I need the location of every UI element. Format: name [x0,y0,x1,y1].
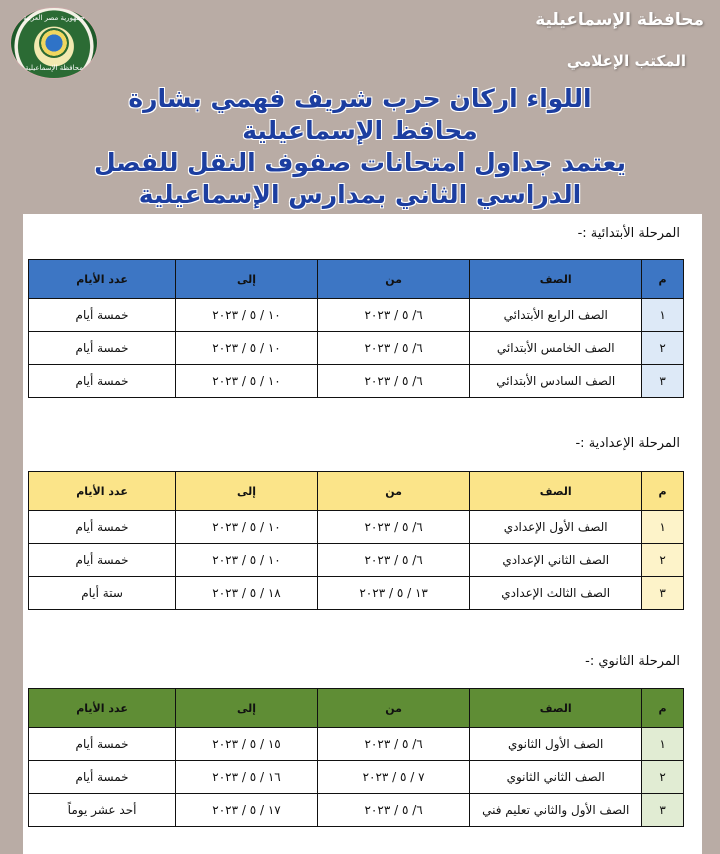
logo-top-text: جمهورية مصر العربية [23,14,85,22]
grade-cell: الصف الخامس الأبتدائي [470,332,642,365]
to-date-cell: ١٠ / ٥ / ٢٠٢٣ [176,511,318,544]
emblem-icon [39,28,69,58]
table-row [29,332,684,365]
governorate-name: محافظة الإسماعيلية [535,10,704,30]
table-row [29,365,684,398]
col-header-m: م [642,260,684,299]
headline-line-2: محافظ الإسماعيلية [242,116,478,145]
row-number: ١ [642,511,684,544]
row-number: ١ [642,728,684,761]
headline-line-4: الدراسي الثاني بمدارس الإسماعيلية [138,180,582,209]
days-cell: خمسة أيام [29,761,176,794]
row-number: ٢ [642,332,684,365]
row-number: ٢ [642,544,684,577]
to-date-cell: ١٦ / ٥ / ٢٠٢٣ [176,761,318,794]
days-cell: خمسة أيام [29,728,176,761]
col-header-from: من [317,689,469,728]
to-date-cell: ١٨ / ٥ / ٢٠٢٣ [176,577,318,610]
col-header-grade: الصف [470,689,642,728]
row-number: ١ [642,299,684,332]
days-cell: خمسة أيام [29,299,176,332]
col-header-grade: الصف [470,472,642,511]
col-header-to: إلى [176,689,318,728]
row-number: ٣ [642,365,684,398]
col-header-to: إلى [176,260,318,299]
section-label-secondary: المرحلة الثانوي :- [585,654,680,669]
days-cell: خمسة أيام [29,332,176,365]
from-date-cell: ٦/ ٥ / ٢٠٢٣ [317,332,469,365]
row-number: ٣ [642,577,684,610]
media-office: المكتب الإعلامي [566,52,686,70]
col-header-days: عدد الأيام [29,260,176,299]
from-date-cell: ١٣ / ٥ / ٢٠٢٣ [317,577,469,610]
table-row [29,544,684,577]
table-header-row [29,689,684,728]
table-row [29,761,684,794]
col-header-m: م [642,689,684,728]
to-date-cell: ١٠ / ٥ / ٢٠٢٣ [176,332,318,365]
grade-cell: الصف الثاني الإعدادي [470,544,642,577]
grade-cell: الصف الثاني الثانوي [470,761,642,794]
section-label-preparatory: المرحلة الإعدادية :- [575,436,680,451]
secondary-schedule-table [28,688,684,827]
grade-cell: الصف الرابع الأبتدائي [470,299,642,332]
logo-bottom-text: محافظة الإسماعيلية [25,64,83,72]
row-number: ٣ [642,794,684,827]
grade-cell: الصف الأول الثانوي [470,728,642,761]
table-row [29,511,684,544]
col-header-from: من [317,260,469,299]
row-number: ٢ [642,761,684,794]
col-header-days: عدد الأيام [29,689,176,728]
governorate-logo [11,8,97,78]
days-cell: خمسة أيام [29,365,176,398]
col-header-grade: الصف [470,260,642,299]
to-date-cell: ١٧ / ٥ / ٢٠٢٣ [176,794,318,827]
col-header-m: م [642,472,684,511]
to-date-cell: ١٠ / ٥ / ٢٠٢٣ [176,299,318,332]
from-date-cell: ٦/ ٥ / ٢٠٢٣ [317,544,469,577]
from-date-cell: ٦/ ٥ / ٢٠٢٣ [317,728,469,761]
days-cell: خمسة أيام [29,544,176,577]
primary-schedule-table [28,259,684,398]
from-date-cell: ٦/ ٥ / ٢٠٢٣ [317,511,469,544]
to-date-cell: ١٥ / ٥ / ٢٠٢٣ [176,728,318,761]
section-label-primary: المرحلة الأبتدائية :- [577,226,680,241]
col-header-days: عدد الأيام [29,472,176,511]
to-date-cell: ١٠ / ٥ / ٢٠٢٣ [176,544,318,577]
table-row [29,794,684,827]
grade-cell: الصف السادس الأبتدائي [470,365,642,398]
days-cell: خمسة أيام [29,511,176,544]
headline-line-1: اللواء اركان حرب شريف فهمي بشارة [128,84,592,113]
grade-cell: الصف الثالث الإعدادي [470,577,642,610]
from-date-cell: ٧ / ٥ / ٢٠٢٣ [317,761,469,794]
from-date-cell: ٦/ ٥ / ٢٠٢٣ [317,299,469,332]
from-date-cell: ٦/ ٥ / ٢٠٢٣ [317,794,469,827]
table-header-row [29,472,684,511]
grade-cell: الصف الأول الإعدادي [470,511,642,544]
days-cell: أحد عشر يوماً [29,794,176,827]
table-header-row [29,260,684,299]
preparatory-schedule-table [28,471,684,610]
to-date-cell: ١٠ / ٥ / ٢٠٢٣ [176,365,318,398]
headline-line-3: يعتمد جداول امتحانات صفوف النقل للفصل [93,148,627,177]
days-cell: ستة أيام [29,577,176,610]
grade-cell: الصف الأول والثاني تعليم فني [470,794,642,827]
col-header-from: من [317,472,469,511]
from-date-cell: ٦/ ٥ / ٢٠٢٣ [317,365,469,398]
table-row [29,299,684,332]
table-row [29,728,684,761]
col-header-to: إلى [176,472,318,511]
table-row [29,577,684,610]
